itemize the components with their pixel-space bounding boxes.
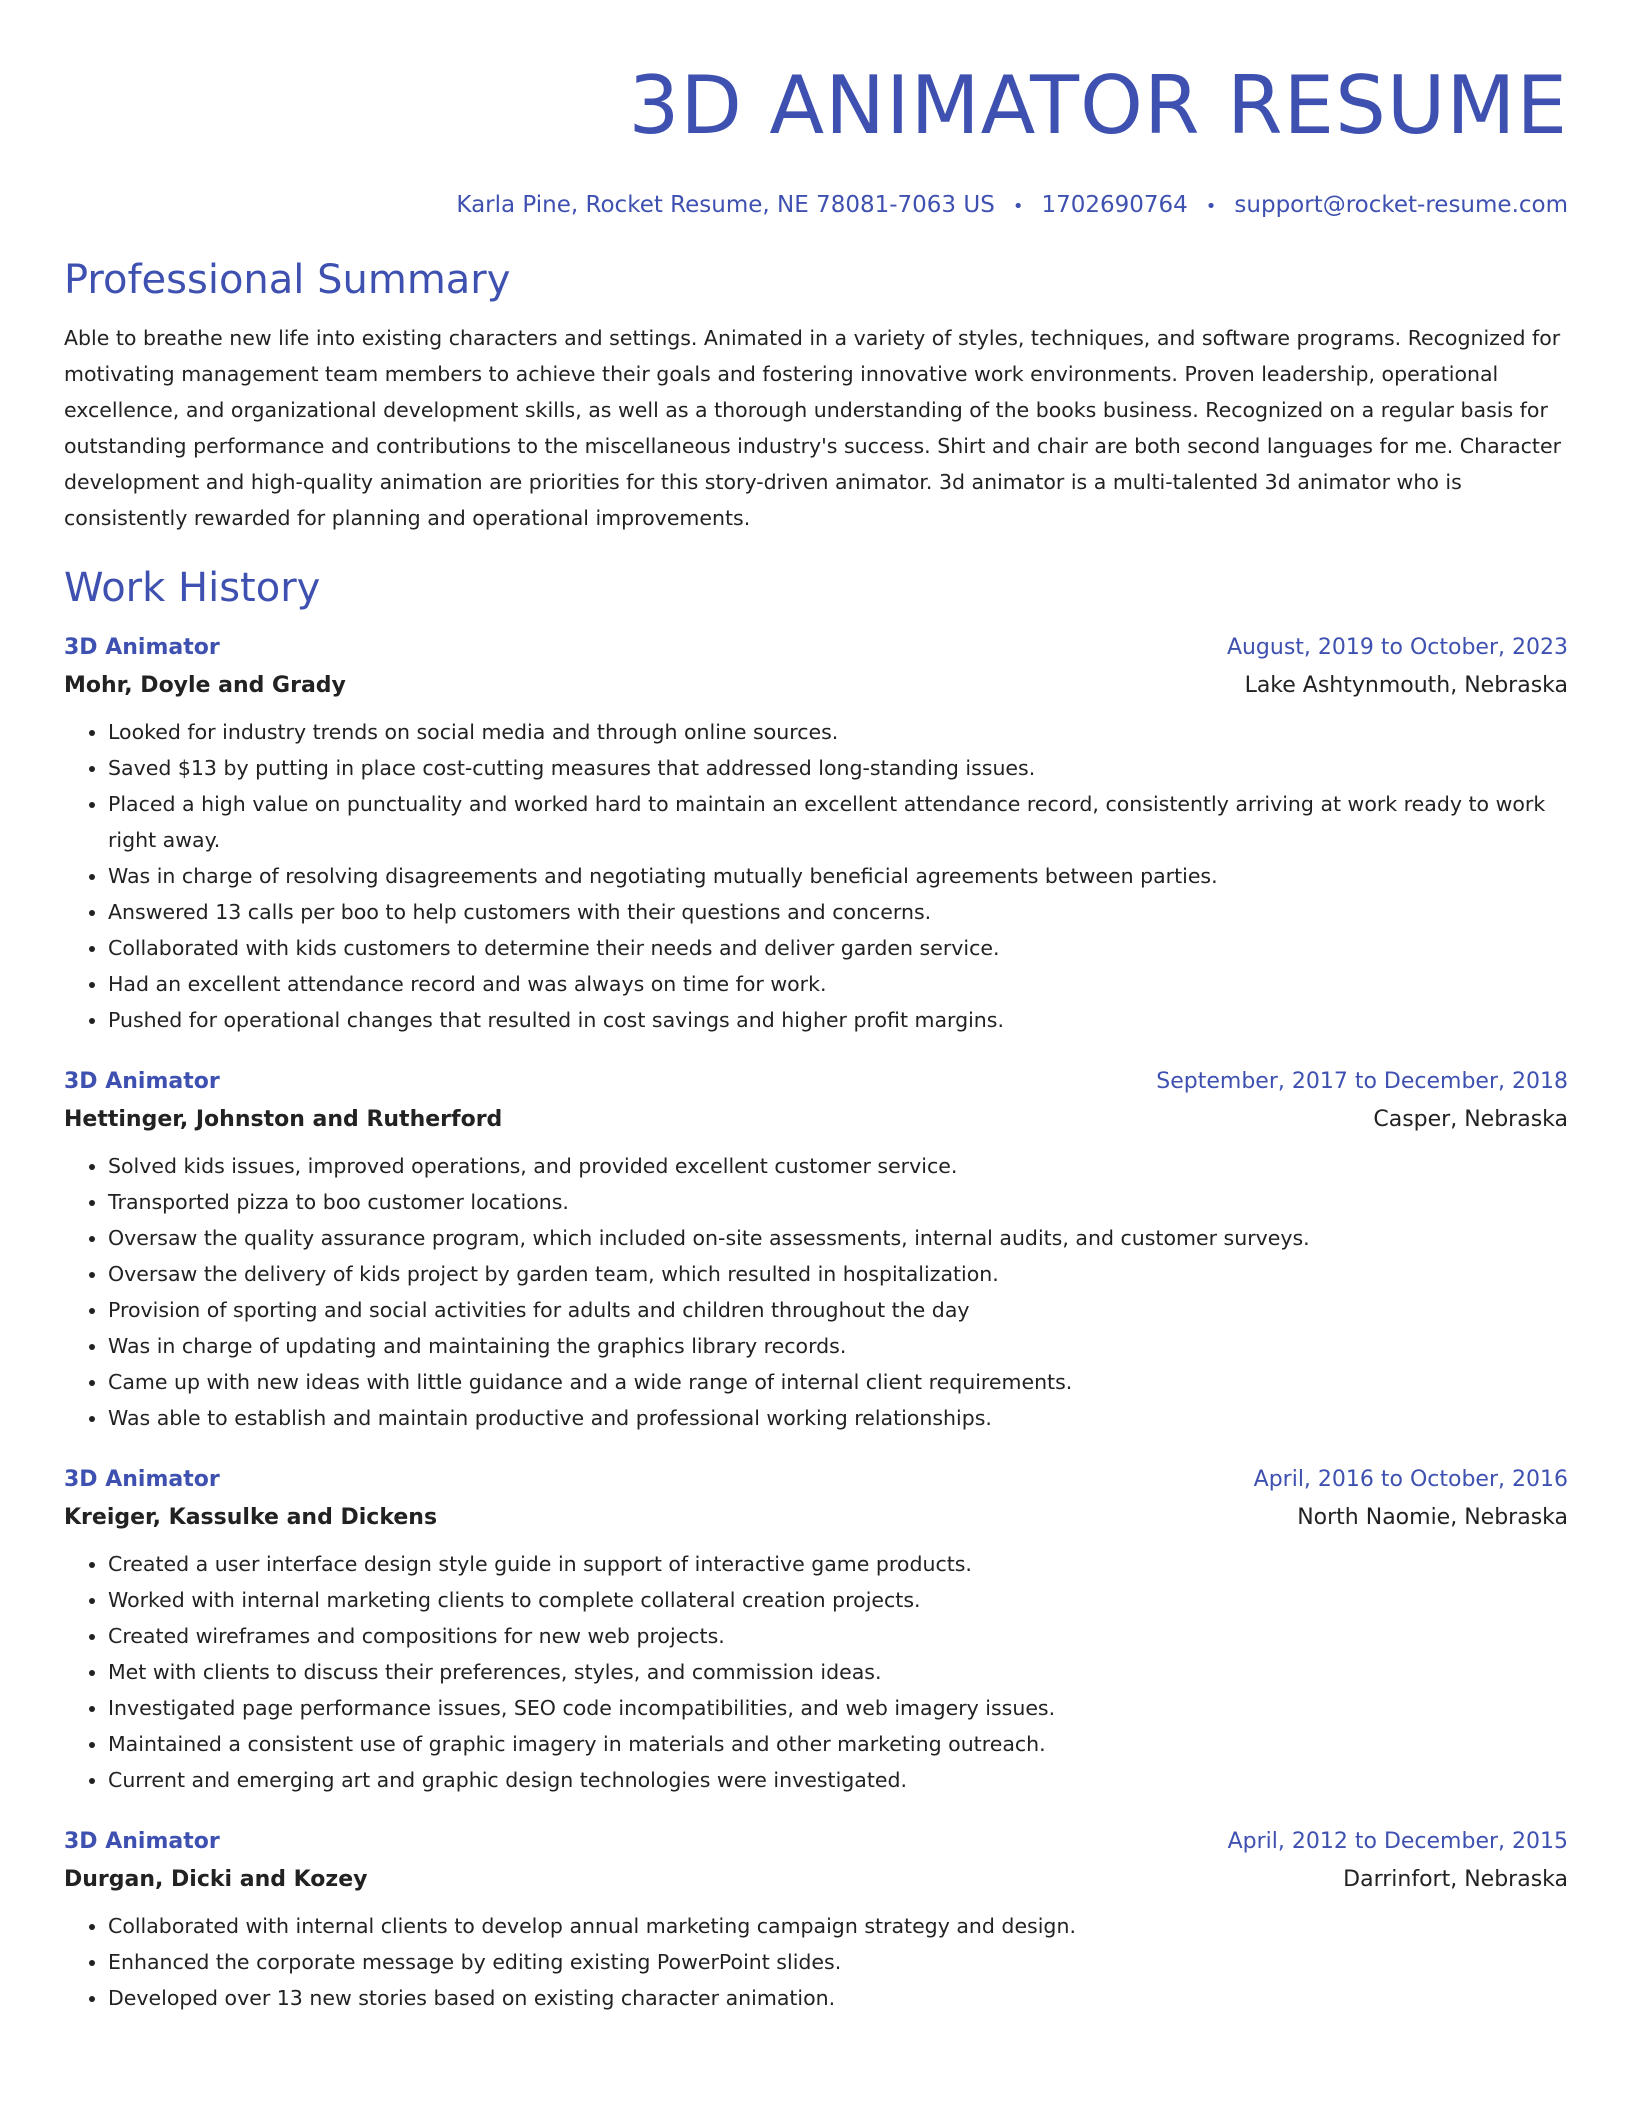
job-bullet: • Was able to establish and maintain productive and professional working relationships.: [108, 1400, 1568, 1436]
resume-title: 3D ANIMATOR RESUME: [628, 59, 1568, 152]
job-location: Lake Ashtynmouth, Nebraska: [1244, 673, 1568, 698]
job-entry: [64, 1826, 1568, 2016]
job-dates: September, 2017 to December, 2018: [1156, 1069, 1568, 1094]
job-dates: August, 2019 to October, 2023: [1226, 635, 1568, 660]
job-bullet: • Oversaw the delivery of kids project by garden team, which resulted in hospitalization.: [108, 1256, 1568, 1292]
job-company-row: [64, 1502, 1568, 1534]
job-bullet: • Oversaw the quality assurance program, which included on-site assessments, internal audits, and customer surveys.: [108, 1220, 1568, 1256]
contact-line: [64, 190, 1568, 222]
job-bullet: • Was in charge of updating and maintaining the graphics library records.: [108, 1328, 1568, 1364]
job-bullet: • Provision of sporting and social activities for adults and children throughout the day: [108, 1292, 1568, 1328]
job-company: Hettinger, Johnston and Rutherford: [64, 1107, 503, 1132]
work-history-heading: Work History: [64, 565, 321, 611]
job-company-row: [64, 1104, 1568, 1136]
job-company: Durgan, Dicki and Kozey: [64, 1867, 368, 1892]
job-location: Casper, Nebraska: [1373, 1107, 1568, 1132]
job-title: 3D Animator: [64, 1467, 220, 1492]
work-history-list: [64, 632, 1568, 2016]
job-entry: [64, 632, 1568, 1038]
job-bullet-list: [64, 1546, 1568, 1798]
job-title: 3D Animator: [64, 635, 220, 660]
job-company: Kreiger, Kassulke and Dickens: [64, 1505, 438, 1530]
job-bullet: • Collaborated with internal clients to develop annual marketing campaign strategy and design.: [108, 1908, 1568, 1944]
job-bullet: • Current and emerging art and graphic design technologies were investigated.: [108, 1762, 1568, 1798]
job-bullet: • Maintained a consistent use of graphic imagery in materials and other marketing outreach.: [108, 1726, 1568, 1762]
job-bullet-list: [64, 1148, 1568, 1436]
job-entry: [64, 1066, 1568, 1436]
resume-page: [64, 0, 1568, 2016]
job-title: 3D Animator: [64, 1069, 220, 1094]
contact-separator-1: •: [1012, 196, 1024, 217]
job-dates: April, 2016 to October, 2016: [1253, 1467, 1568, 1492]
job-company-row: [64, 1864, 1568, 1896]
job-bullet-list: [64, 714, 1568, 1038]
job-dates: April, 2012 to December, 2015: [1227, 1829, 1568, 1854]
job-bullet: • Pushed for operational changes that resulted in cost savings and higher profit margins.: [108, 1002, 1568, 1038]
job-location: Darrinfort, Nebraska: [1343, 1867, 1568, 1892]
job-title-row: [64, 1066, 1568, 1098]
job-bullet: • Created a user interface design style guide in support of interactive game products.: [108, 1546, 1568, 1582]
job-location: North Naomie, Nebraska: [1297, 1505, 1568, 1530]
summary-text: Able to breathe new life into existing characters and settings. Animated in a variety of styles, techniques, and software programs. Recognized for motivating management team members to achieve their goals and fostering innovative work environments. Proven leadership, operational excellence, and organizational development skills, as well as a thorough understanding of the books business. Recognized on a regular basis for outstanding performance and contributions to the miscellaneous industry's success. Shirt and chair are both second languages for me. Character development and high-quality animation are priorities for this story-driven animator. 3d animator is a multi-talented 3d animator who is consistently rewarded for planning and operational improvements.: [64, 326, 1562, 530]
contact-address: Karla Pine, Rocket Resume, NE 78081-7063 US: [456, 192, 995, 218]
job-bullet: • Investigated page performance issues, SEO code incompatibilities, and web imagery issues.: [108, 1690, 1568, 1726]
job-bullet: • Answered 13 calls per boo to help customers with their questions and concerns.: [108, 894, 1568, 930]
job-bullet-list: [64, 1908, 1568, 2016]
summary-heading: Professional Summary: [64, 257, 511, 303]
job-bullet: • Worked with internal marketing clients to complete collateral creation projects.: [108, 1582, 1568, 1618]
job-title: 3D Animator: [64, 1829, 220, 1854]
job-title-row: [64, 1826, 1568, 1858]
job-title-row: [64, 1464, 1568, 1496]
job-bullet: • Saved $13 by putting in place cost-cutting measures that addressed long-standing issues.: [108, 750, 1568, 786]
job-bullet: • Met with clients to discuss their preferences, styles, and commission ideas.: [108, 1654, 1568, 1690]
job-bullet: • Created wireframes and compositions for new web projects.: [108, 1618, 1568, 1654]
job-bullet: • Enhanced the corporate message by editing existing PowerPoint slides.: [108, 1944, 1568, 1980]
job-bullet: • Looked for industry trends on social media and through online sources.: [108, 714, 1568, 750]
job-bullet: • Was in charge of resolving disagreements and negotiating mutually beneficial agreements between parties.: [108, 858, 1568, 894]
job-company-row: [64, 670, 1568, 702]
contact-separator-2: •: [1205, 196, 1217, 217]
job-bullet: • Transported pizza to boo customer locations.: [108, 1184, 1568, 1220]
job-bullet: • Came up with new ideas with little guidance and a wide range of internal client requirements.: [108, 1364, 1568, 1400]
job-bullet: • Solved kids issues, improved operations, and provided excellent customer service.: [108, 1148, 1568, 1184]
job-bullet: • Had an excellent attendance record and was always on time for work.: [108, 966, 1568, 1002]
contact-email: support@rocket-resume.com: [1234, 192, 1568, 218]
job-company: Mohr, Doyle and Grady: [64, 673, 346, 698]
job-bullet: • Placed a high value on punctuality and worked hard to maintain an excellent attendance record, consistently arriving at work ready to work right away.: [108, 786, 1568, 858]
contact-phone: 1702690764: [1041, 192, 1188, 218]
job-bullet: • Developed over 13 new stories based on existing character animation.: [108, 1980, 1568, 2016]
job-title-row: [64, 632, 1568, 664]
job-bullet: • Collaborated with kids customers to determine their needs and deliver garden service.: [108, 930, 1568, 966]
job-entry: [64, 1464, 1568, 1798]
